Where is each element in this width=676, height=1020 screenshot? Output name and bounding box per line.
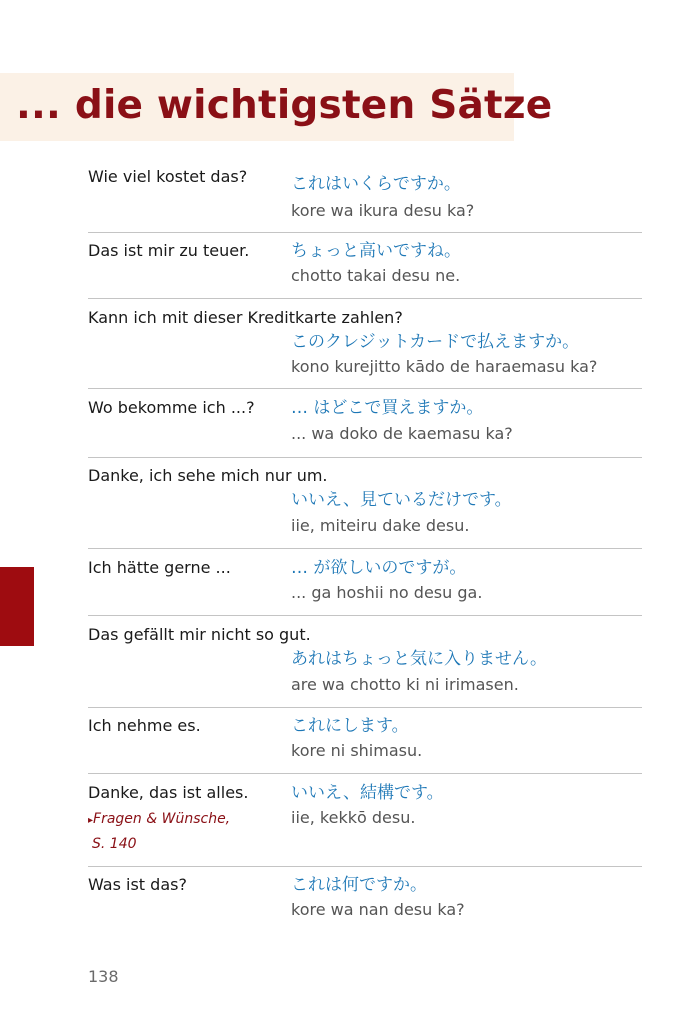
romaji-phrase: kore ni shimasu. bbox=[291, 741, 423, 760]
cross-reference-link[interactable] bbox=[88, 809, 230, 831]
romaji-phrase: iie, miteiru dake desu. bbox=[291, 516, 470, 535]
japanese-phrase: … が欲しいのですが。 bbox=[291, 558, 467, 578]
japanese-phrase: これは何ですか。 bbox=[291, 875, 427, 895]
row-divider bbox=[88, 457, 642, 458]
row-divider bbox=[88, 615, 642, 616]
german-phrase: Danke, ich sehe mich nur um. bbox=[88, 466, 328, 485]
row-divider bbox=[88, 866, 642, 867]
german-phrase: Was ist das? bbox=[88, 875, 187, 894]
page-number: 138 bbox=[88, 967, 119, 986]
japanese-phrase: あれはちょっと気に入りません。 bbox=[291, 649, 548, 669]
japanese-phrase: … はどこで買えますか。 bbox=[291, 398, 484, 418]
row-divider bbox=[88, 707, 642, 708]
romaji-phrase: ... wa doko de kaemasu ka? bbox=[291, 424, 513, 443]
cross-reference-page[interactable]: S. 140 bbox=[92, 836, 137, 852]
romaji-phrase: are wa chotto ki ni irimasen. bbox=[291, 675, 519, 694]
german-phrase: Das ist mir zu teuer. bbox=[88, 241, 250, 260]
japanese-phrase: いいえ、結構です。 bbox=[291, 783, 444, 803]
japanese-phrase: これにします。 bbox=[291, 716, 409, 736]
japanese-phrase: このクレジットカードで払えますか。 bbox=[291, 332, 580, 352]
german-phrase: Ich nehme es. bbox=[88, 716, 201, 735]
arrow-right-icon: ▸ bbox=[88, 815, 94, 826]
german-phrase: Das gefällt mir nicht so gut. bbox=[88, 625, 311, 644]
japanese-phrase: これはいくらですか。 bbox=[291, 174, 461, 194]
section-heading: ... die wichtigsten Sätze bbox=[16, 83, 553, 128]
japanese-phrase: ちょっと高いですね。 bbox=[291, 241, 461, 261]
row-divider bbox=[88, 232, 642, 233]
german-phrase: Kann ich mit dieser Kreditkarte zahlen? bbox=[88, 308, 403, 327]
row-divider bbox=[88, 388, 642, 389]
romaji-phrase: ... ga hoshii no desu ga. bbox=[291, 583, 483, 602]
romaji-phrase: iie, kekkō desu. bbox=[291, 808, 416, 827]
romaji-phrase: kono kurejitto kādo de haraemasu ka? bbox=[291, 357, 598, 376]
german-phrase: Wo bekomme ich ...? bbox=[88, 398, 255, 417]
german-phrase: Danke, das ist alles. bbox=[88, 783, 249, 802]
row-divider bbox=[88, 548, 642, 549]
romaji-phrase: chotto takai desu ne. bbox=[291, 266, 461, 285]
romaji-phrase: kore wa nan desu ka? bbox=[291, 900, 465, 919]
german-phrase: Wie viel kostet das? bbox=[88, 167, 248, 186]
japanese-phrase: いいえ、見ているだけです。 bbox=[291, 490, 512, 510]
romaji-phrase: kore wa ikura desu ka? bbox=[291, 201, 475, 220]
row-divider bbox=[88, 773, 642, 774]
german-phrase: Ich hätte gerne ... bbox=[88, 558, 231, 577]
row-divider bbox=[88, 298, 642, 299]
cross-reference-text: Fragen & Wünsche, bbox=[93, 811, 231, 827]
chapter-tab-marker bbox=[0, 567, 34, 646]
